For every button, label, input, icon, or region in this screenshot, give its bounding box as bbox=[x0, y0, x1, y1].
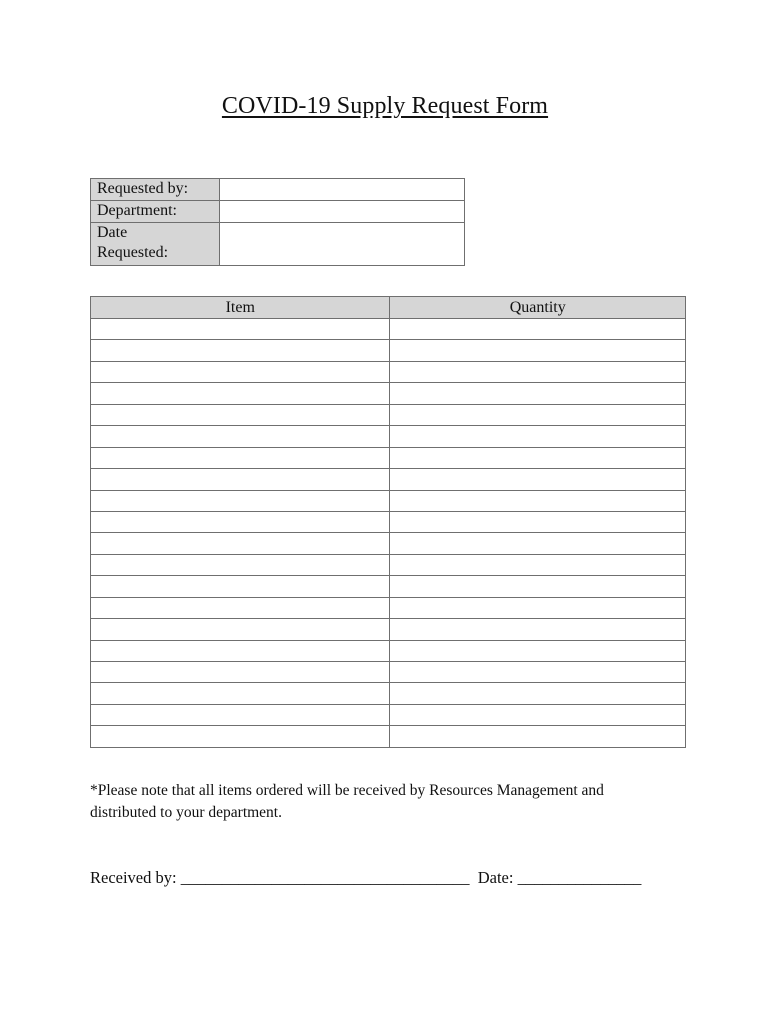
form-title: COVID-19 Supply Request Form bbox=[221, 93, 549, 119]
quantity-cell[interactable] bbox=[390, 469, 686, 490]
request-info-table bbox=[90, 178, 465, 266]
table-row bbox=[91, 447, 686, 468]
requested-by-row bbox=[91, 179, 465, 201]
quantity-cell[interactable] bbox=[390, 576, 686, 597]
quantity-cell[interactable] bbox=[390, 640, 686, 661]
quantity-cell[interactable] bbox=[390, 383, 686, 404]
table-row bbox=[91, 704, 686, 725]
items-header-row bbox=[91, 297, 686, 319]
item-cell[interactable] bbox=[91, 469, 390, 490]
table-row bbox=[91, 533, 686, 554]
table-row bbox=[91, 726, 686, 747]
table-row bbox=[91, 426, 686, 447]
item-column-header: Item bbox=[91, 297, 390, 319]
received-by-label: Received by: bbox=[90, 868, 177, 887]
table-row bbox=[91, 619, 686, 640]
table-row bbox=[91, 319, 686, 340]
items-table-body bbox=[91, 319, 686, 748]
signoff-date-field[interactable]: _______________ bbox=[517, 868, 642, 887]
item-cell[interactable] bbox=[91, 319, 390, 340]
quantity-cell[interactable] bbox=[390, 490, 686, 511]
item-cell[interactable] bbox=[91, 704, 390, 725]
item-cell[interactable] bbox=[91, 383, 390, 404]
item-cell[interactable] bbox=[91, 404, 390, 425]
quantity-cell[interactable] bbox=[390, 533, 686, 554]
item-cell[interactable] bbox=[91, 511, 390, 532]
quantity-cell[interactable] bbox=[390, 704, 686, 725]
table-row bbox=[91, 361, 686, 382]
signoff-line bbox=[90, 868, 690, 888]
table-row bbox=[91, 490, 686, 511]
delivery-note: *Please note that all items ordered will be received by Resources Management and distributed to your department. bbox=[90, 782, 604, 821]
item-cell[interactable] bbox=[91, 361, 390, 382]
quantity-cell[interactable] bbox=[390, 426, 686, 447]
quantity-cell[interactable] bbox=[390, 597, 686, 618]
quantity-cell[interactable] bbox=[390, 319, 686, 340]
item-cell[interactable] bbox=[91, 576, 390, 597]
item-cell[interactable] bbox=[91, 340, 390, 361]
table-row bbox=[91, 511, 686, 532]
table-row bbox=[91, 662, 686, 683]
quantity-cell[interactable] bbox=[390, 726, 686, 747]
quantity-cell[interactable] bbox=[390, 340, 686, 361]
table-row bbox=[91, 554, 686, 575]
requested-by-label: Requested by: bbox=[91, 179, 220, 201]
table-row bbox=[91, 469, 686, 490]
quantity-cell[interactable] bbox=[390, 404, 686, 425]
table-row bbox=[91, 576, 686, 597]
item-cell[interactable] bbox=[91, 597, 390, 618]
table-row bbox=[91, 640, 686, 661]
received-by-field[interactable]: ___________________________________ bbox=[180, 868, 470, 887]
table-row bbox=[91, 683, 686, 704]
date-requested-row bbox=[91, 223, 465, 266]
item-cell[interactable] bbox=[91, 619, 390, 640]
table-row bbox=[91, 404, 686, 425]
date-requested-field[interactable] bbox=[220, 223, 465, 266]
date-requested-label bbox=[91, 223, 220, 266]
item-cell[interactable] bbox=[91, 426, 390, 447]
items-table bbox=[90, 296, 686, 748]
quantity-cell[interactable] bbox=[390, 511, 686, 532]
table-row bbox=[91, 597, 686, 618]
department-label: Department: bbox=[91, 201, 220, 223]
item-cell[interactable] bbox=[91, 640, 390, 661]
department-field[interactable] bbox=[220, 201, 465, 223]
item-cell[interactable] bbox=[91, 533, 390, 554]
quantity-cell[interactable] bbox=[390, 447, 686, 468]
department-row bbox=[91, 201, 465, 223]
table-row bbox=[91, 383, 686, 404]
item-cell[interactable] bbox=[91, 683, 390, 704]
quantity-cell[interactable] bbox=[390, 662, 686, 683]
quantity-column-header: Quantity bbox=[390, 297, 686, 319]
quantity-cell[interactable] bbox=[390, 619, 686, 640]
quantity-cell[interactable] bbox=[390, 361, 686, 382]
date-requested-label-line2: Requested: bbox=[97, 244, 169, 261]
requested-by-field[interactable] bbox=[220, 179, 465, 201]
item-cell[interactable] bbox=[91, 726, 390, 747]
item-cell[interactable] bbox=[91, 447, 390, 468]
date-requested-label-line1: Date bbox=[97, 224, 128, 241]
signoff-date-label: Date: bbox=[477, 868, 514, 887]
quantity-cell[interactable] bbox=[390, 683, 686, 704]
quantity-cell[interactable] bbox=[390, 554, 686, 575]
item-cell[interactable] bbox=[91, 490, 390, 511]
table-row bbox=[91, 340, 686, 361]
item-cell[interactable] bbox=[91, 662, 390, 683]
item-cell[interactable] bbox=[91, 554, 390, 575]
